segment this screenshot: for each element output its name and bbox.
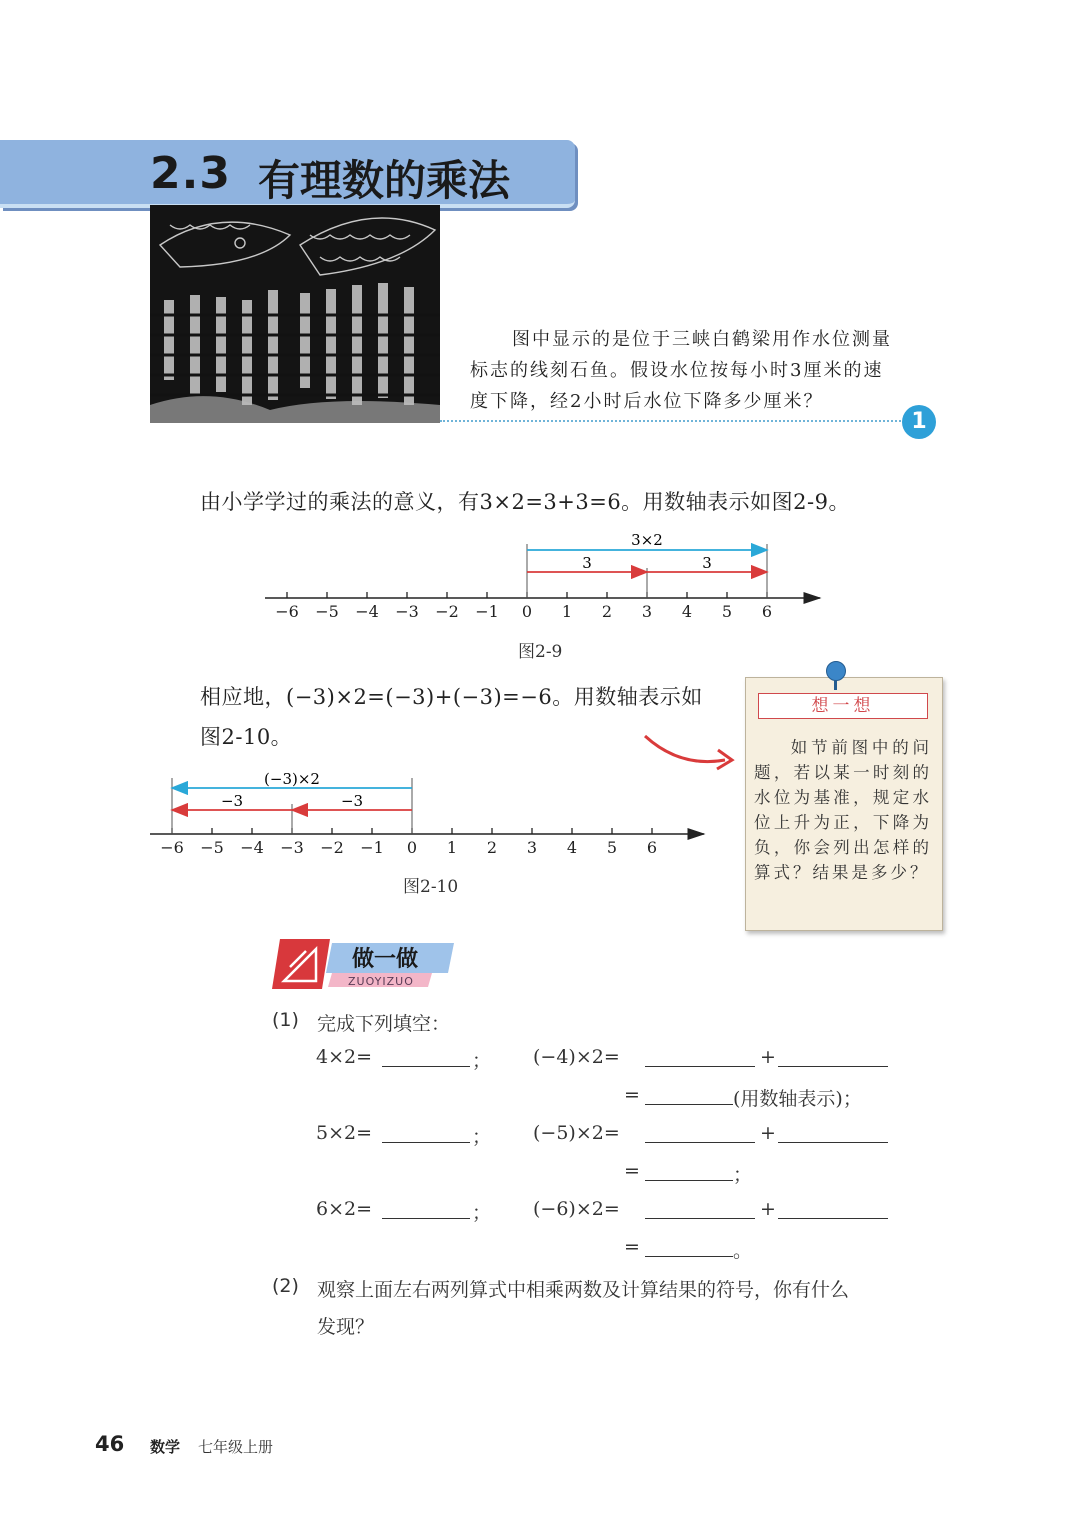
number-line-fig-2-9	[260, 528, 830, 628]
fig1-tick-label: 6	[761, 602, 773, 621]
fig2-tick-label: 2	[486, 838, 498, 857]
paragraph2-text: 相应地，(−3)×2=(−3)+(−3)=−6。用数轴表示如图2-10。	[200, 685, 703, 749]
row1-right-blank-a[interactable]	[645, 1048, 755, 1071]
row2-result-blank[interactable]	[645, 1162, 733, 1185]
fig2-tick-label: −1	[360, 838, 384, 857]
row3-result-blank[interactable]	[645, 1238, 733, 1261]
fig1-tick-label: −2	[435, 602, 459, 621]
think-title: 想一想	[758, 693, 928, 719]
row1-result-blank[interactable]	[645, 1086, 733, 1109]
row1-axis-note: (用数轴表示)；	[733, 1088, 862, 1110]
section-title: 有理数的乘法	[258, 156, 511, 205]
row3-right-expr: (−6)×2=	[533, 1198, 620, 1220]
think-text: 如节前图中的问题，若以某一时刻的水位为基准，规定水位上升为正，下降为负，你会列出怎样的算式？结果是多少？	[754, 738, 932, 882]
fig1-tick-label: 1	[561, 602, 573, 621]
dotted-divider	[440, 420, 905, 422]
fig2-tick-label: 3	[526, 838, 538, 857]
row2-semicolon-end: ；	[733, 1164, 753, 1186]
row3-right-blank-b[interactable]	[778, 1200, 888, 1223]
think-note-card	[745, 677, 943, 931]
fig1-tick-label: −1	[475, 602, 499, 621]
fig1-tick-label: −4	[355, 602, 379, 621]
step-label-2: −3	[340, 792, 364, 810]
row2-right-expr: (−5)×2=	[533, 1122, 620, 1144]
row1-equals: =	[624, 1084, 640, 1106]
fig2-tick-label: −3	[280, 838, 304, 857]
intro-text: 图中显示的是位于三峡白鹤梁用作水位测量标志的线刻石鱼。假设水位按每小时3厘米的速度下降，经2小时后水位下降多少厘米？	[470, 329, 892, 412]
fig2-tick-label: −6	[160, 838, 184, 857]
page-number: 46	[95, 1432, 125, 1456]
total-label: (−3)×2	[264, 770, 320, 788]
step-label-1: −3	[220, 792, 244, 810]
row3-left-expr: 6×2=	[316, 1198, 373, 1220]
fig1-tick-label: 2	[601, 602, 613, 621]
row2-equals: =	[624, 1160, 640, 1182]
fig2-tick-label: 6	[646, 838, 658, 857]
row3-period: 。	[733, 1240, 753, 1262]
row2-left-blank[interactable]	[382, 1124, 470, 1147]
stone-fish-photo	[150, 205, 440, 423]
figure-caption-2-10: 图2-10	[403, 877, 459, 897]
q2-line1: 观察上面左右两列算式中相乘两数及计算结果的符号，你有什么	[317, 1279, 850, 1301]
row1-left-blank[interactable]	[382, 1048, 470, 1071]
fig1-tick-label: −5	[315, 602, 339, 621]
footer-grade: 七年级上册	[198, 1438, 274, 1456]
fig1-tick-label: −6	[275, 602, 299, 621]
row2-semicolon: ；	[472, 1126, 492, 1148]
fig1-tick-label: 3	[641, 602, 653, 621]
fig1-tick-label: 4	[681, 602, 693, 621]
q1-label: (1)	[272, 1009, 299, 1031]
q2-label: (2)	[272, 1275, 299, 1297]
row2-right-blank-b[interactable]	[778, 1124, 888, 1147]
total-label: 3×2	[631, 531, 663, 549]
fig2-tick-label: 1	[446, 838, 458, 857]
row3-equals: =	[624, 1236, 640, 1258]
fig2-tick-label: −5	[200, 838, 224, 857]
fig1-tick-label: 5	[721, 602, 733, 621]
footer-subject: 数学	[150, 1438, 181, 1456]
row3-semicolon: ；	[472, 1202, 492, 1224]
row1-right-expr: (−4)×2=	[533, 1046, 620, 1068]
section-number: 2.3	[150, 148, 231, 199]
fig2-tick-label: 0	[406, 838, 418, 857]
row1-left-expr: 4×2=	[316, 1046, 373, 1068]
fig1-tick-label: −3	[395, 602, 419, 621]
row3-plus: +	[760, 1198, 776, 1220]
paragraph-multiplication-meaning: 由小学学过的乘法的意义，有3×2=3+3=6。用数轴表示如图2-9。	[200, 490, 851, 514]
activity-title: 做一做	[352, 947, 419, 972]
activity-pinyin: ZUOYIZUO	[348, 975, 414, 988]
step-label-2: 3	[702, 554, 712, 572]
row2-left-expr: 5×2=	[316, 1122, 373, 1144]
row1-semicolon: ；	[472, 1050, 492, 1072]
step-label-1: 3	[582, 554, 592, 572]
figure-caption-2-9: 图2-9	[518, 642, 563, 662]
row3-left-blank[interactable]	[382, 1200, 470, 1223]
row1-right-blank-b[interactable]	[778, 1048, 888, 1071]
q1-text: 完成下列填空：	[317, 1013, 451, 1035]
row2-plus: +	[760, 1122, 776, 1144]
pushpin-icon	[826, 661, 846, 681]
fig2-tick-label: 4	[566, 838, 578, 857]
intro-question	[470, 324, 902, 417]
row1-plus: +	[760, 1046, 776, 1068]
fig1-tick-label: 0	[521, 602, 533, 621]
fig2-tick-label: −2	[320, 838, 344, 857]
fig2-tick-label: 5	[606, 838, 618, 857]
row2-right-blank-a[interactable]	[645, 1124, 755, 1147]
number-line-fig-2-10	[148, 766, 718, 866]
fig2-tick-label: −4	[240, 838, 264, 857]
row3-right-blank-a[interactable]	[645, 1200, 755, 1223]
q2-line2: 发现？	[317, 1316, 375, 1338]
problem-badge: 1	[902, 405, 936, 439]
